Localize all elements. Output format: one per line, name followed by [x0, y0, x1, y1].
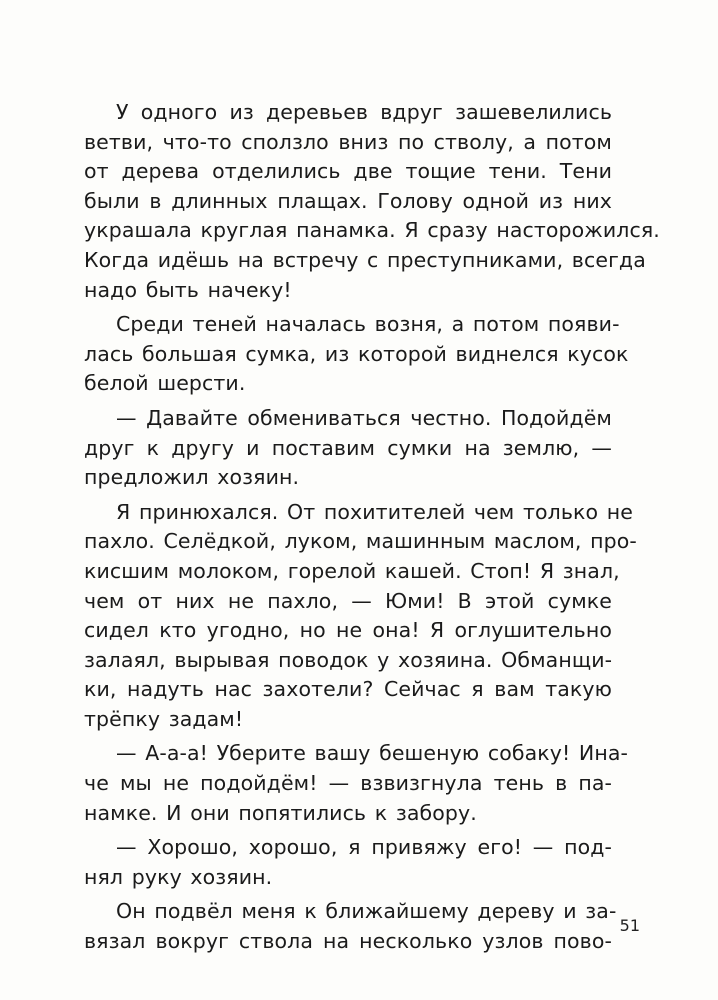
text-line: друг к другу и поставим сумки на землю, —: [84, 435, 612, 460]
text-line: нял руку хозяин.: [84, 864, 273, 889]
text-line: залаял, вырывая поводок у хозяина. Обманщи-: [84, 647, 613, 672]
text-line: украшала круглая панамка. Я сразу насторожился.: [84, 218, 660, 243]
text-line: были в длинных плащах. Голову одной из них: [84, 188, 612, 213]
text-line: — Давайте обмениваться честно. Подойдём: [116, 405, 612, 430]
paragraph-5: [84, 739, 628, 828]
paragraph-7: [84, 897, 617, 956]
text-line: трёпку задам!: [84, 706, 244, 731]
paragraph-2: [84, 310, 629, 399]
text-line: сидел кто угодно, но не она! Я оглушительно: [84, 618, 612, 643]
text-line: вязал вокруг ствола на несколько узлов пово-: [84, 929, 612, 954]
text-line: кисшим молоком, горелой кашей. Стоп! Я знал,: [84, 558, 620, 583]
paragraph-3: [84, 404, 612, 493]
text-line: ветви, что-то сползло вниз по стволу, а потом: [84, 129, 612, 154]
text-line: лась большая сумка, из которой виднелся кусок: [84, 341, 629, 366]
text-line: У одного из деревьев вдруг зашевелились: [116, 100, 612, 124]
page-number: 51: [619, 916, 640, 935]
text-line: Он подвёл меня к ближайшему дереву и за-: [116, 899, 617, 924]
paragraph-4: [84, 498, 637, 735]
text-line: от дерева отделились две тощие тени. Тени: [84, 159, 612, 184]
text-line: Я принюхался. От похитителей чем только не: [116, 499, 633, 524]
paragraph-6: [84, 833, 612, 892]
text-line: Когда идёшь на встречу с преступниками, всегда: [84, 247, 646, 272]
text-line: ки, надуть нас захотели? Сейчас я вам такую: [84, 677, 612, 702]
text-line: — А-а-а! Уберите вашу бешеную собаку! Ина-: [116, 741, 628, 766]
text-line: надо быть начеку!: [84, 277, 292, 302]
paragraph-1: [84, 98, 660, 305]
text-line: предложил хозяин.: [84, 465, 300, 490]
text-line: белой шерсти.: [84, 371, 246, 396]
text-line: — Хорошо, хорошо, я привяжу его! — под-: [116, 835, 612, 860]
text-line: чем от них не пахло, — Юми! В этой сумке: [84, 588, 612, 613]
text-line: Среди теней началась возня, а потом появи-: [116, 312, 620, 337]
text-line: че мы не подойдём! — взвизгнула тень в па-: [84, 771, 612, 796]
text-line: намке. И они попятились к забору.: [84, 800, 477, 825]
text-line: пахло. Селёдкой, луком, машинным маслом, про-: [84, 529, 637, 554]
